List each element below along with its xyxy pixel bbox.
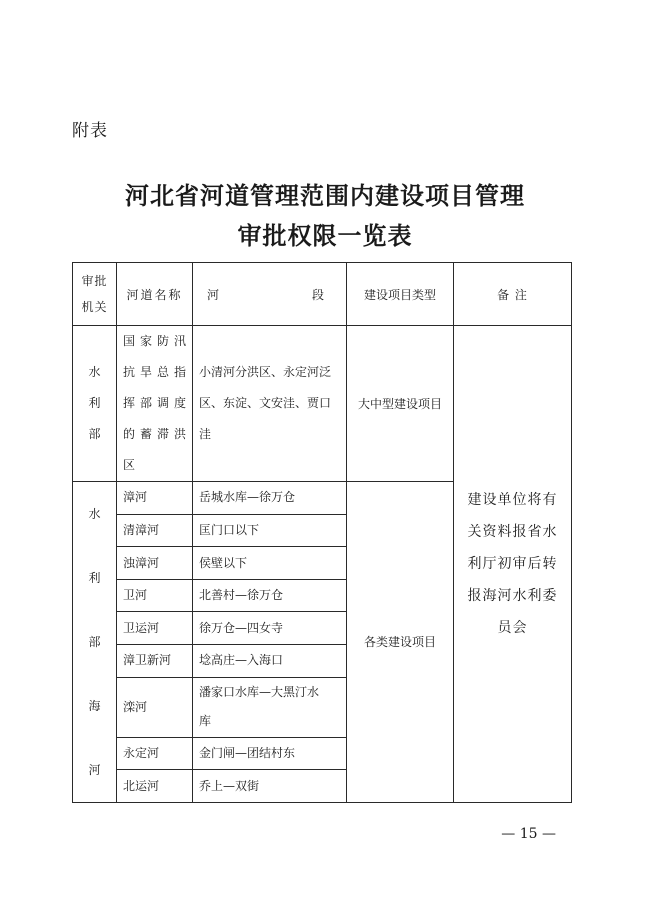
river-name-cell: 北运河: [117, 770, 193, 803]
header-remarks: 备 注: [454, 263, 572, 326]
segment-cell: 潘家口水库—大黑汀水 库: [193, 677, 347, 737]
segment-cell: 乔上—双街: [193, 770, 347, 803]
river-name-cell: 卫运河: [117, 612, 193, 645]
authority-cell: 水 利 部: [73, 326, 117, 482]
river-name-cell: 卫河: [117, 579, 193, 612]
river-name-cell: 国家防汛 抗旱总指 挥部调度 的蓄滞洪 区: [117, 326, 193, 482]
table-row: [73, 326, 572, 482]
river-name-cell: 漳河: [117, 482, 193, 515]
segment-cell: 金门闸—团结村东: [193, 737, 347, 770]
river-name-cell: 滦河: [117, 677, 193, 737]
header-river-name: 河道名称: [117, 263, 193, 326]
river-name-cell: 漳卫新河: [117, 645, 193, 678]
approval-authority-table: [72, 262, 572, 803]
project-type-cell: 各类建设项目: [347, 482, 454, 803]
river-name-cell: 清漳河: [117, 514, 193, 547]
segment-cell: 北善村—徐万仓: [193, 579, 347, 612]
page-number: — 15 —: [501, 826, 556, 842]
authority-cell: 水 利 部 海 河: [73, 482, 117, 803]
project-type-cell: 大中型建设项目: [347, 326, 454, 482]
document-title-line1: 河北省河道管理范围内建设项目管理: [125, 181, 525, 210]
header-project-type: 建设项目类型: [347, 263, 454, 326]
table-header-row: [73, 263, 572, 326]
segment-cell: 徐万仓—四女寺: [193, 612, 347, 645]
river-name-cell: 永定河: [117, 737, 193, 770]
river-name-cell: 浊漳河: [117, 547, 193, 580]
header-authority: 审批 机关: [73, 263, 117, 326]
segment-cell: 侯壁以下: [193, 547, 347, 580]
segment-cell: 匡门口以下: [193, 514, 347, 547]
document-title-line2: 审批权限一览表: [237, 221, 413, 250]
segment-cell: 埝高庄—入海口: [193, 645, 347, 678]
header-segment: 河 段: [193, 263, 347, 326]
segment-cell: 小清河分洪区、永定河泛 区、东淀、文安洼、贾口 洼: [193, 326, 347, 482]
segment-cell: 岳城水库—徐万仓: [193, 482, 347, 515]
appendix-label: 附表: [72, 121, 108, 141]
remarks-cell: 建设单位将有 关资料报省水 利厅初审后转 报海河水利委 员会: [454, 326, 572, 803]
